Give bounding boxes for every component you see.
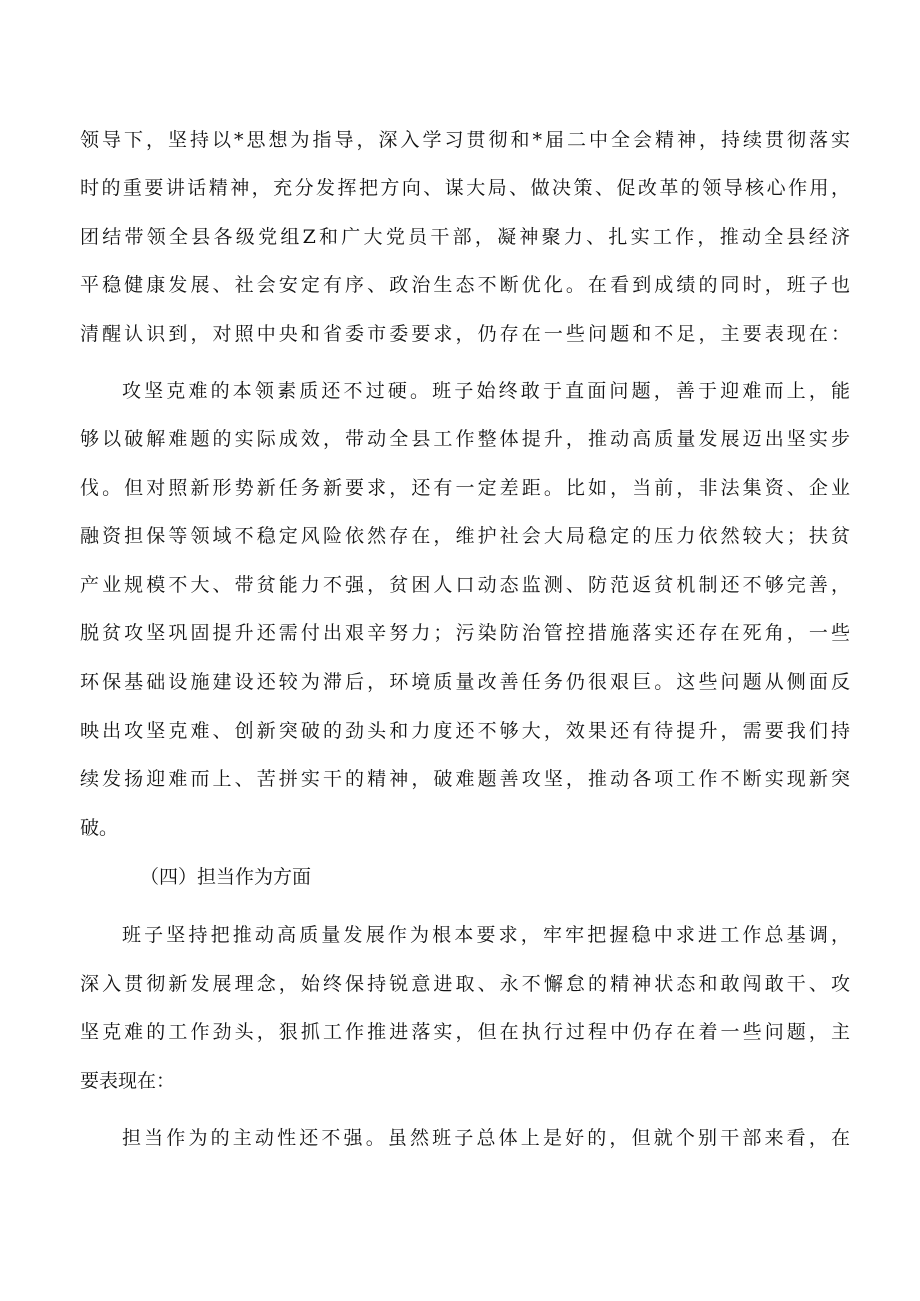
text-line: 担当作为的主动性还不强。虽然班子总体上是好的，但就个别干部来看，在: [122, 1127, 850, 1149]
text-line: 环保基础设施建设还较为滞后，环境质量改善任务仍很艰巨。这些问题从侧面反: [80, 671, 850, 693]
section-heading: （四）担当作为方面: [140, 866, 312, 888]
text-line: 团结带领全县各级党组Z和广大党员干部，凝神聚力、扎实工作，推动全县经济: [80, 226, 850, 248]
text-line: 脱贫攻坚巩固提升还需付出艰辛努力；污染防治管控措施落实还存在死角，一些: [80, 622, 850, 644]
text-line: 攻坚克难的本领素质还不过硬。班子始终敢于直面问题，善于迎难而上，能: [122, 380, 850, 402]
text-line: 要表现在：: [80, 1070, 176, 1092]
text-line: 产业规模不大、带贫能力不强，贫困人口动态监测、防范返贫机制还不够完善，: [80, 574, 850, 596]
text-line: 破。: [80, 817, 119, 839]
text-line: 续发扬迎难而上、苦拼实干的精神，破难题善攻坚，推动各项工作不断实现新突: [80, 768, 850, 790]
text-line: 融资担保等领域不稳定风险依然存在，维护社会大局稳定的压力依然较大；扶贫: [80, 525, 850, 547]
text-line: 伐。但对照新形势新任务新要求，还有一定差距。比如，当前，非法集资、企业: [80, 477, 850, 499]
text-line: 时的重要讲话精神，充分发挥把方向、谋大局、做决策、促改革的领导核心作用，: [80, 177, 850, 199]
text-line: 清醒认识到，对照中央和省委市委要求，仍存在一些问题和不足，主要表现在：: [80, 323, 850, 345]
text-line: 平稳健康发展、社会安定有序、政治生态不断优化。在看到成绩的同时，班子也: [80, 274, 850, 296]
text-line: 够以破解难题的实际成效，带动全县工作整体提升，推动高质量发展迈出坚实步: [80, 428, 850, 450]
text-line: 映出攻坚克难、创新突破的劲头和力度还不够大，效果还有待提升，需要我们持: [80, 720, 850, 742]
text-line: 坚克难的工作劲头，狠抓工作推进落实，但在执行过程中仍存在着一些问题，主: [80, 1021, 850, 1043]
text-line: 深入贯彻新发展理念，始终保持锐意进取、永不懈怠的精神状态和敢闯敢干、攻: [80, 973, 850, 995]
text-line: 领导下，坚持以*思想为指导，深入学习贯彻和*届二中全会精神，持续贯彻落实: [80, 129, 850, 151]
text-line: 班子坚持把推动高质量发展作为根本要求，牢牢把握稳中求进工作总基调，: [122, 924, 850, 946]
